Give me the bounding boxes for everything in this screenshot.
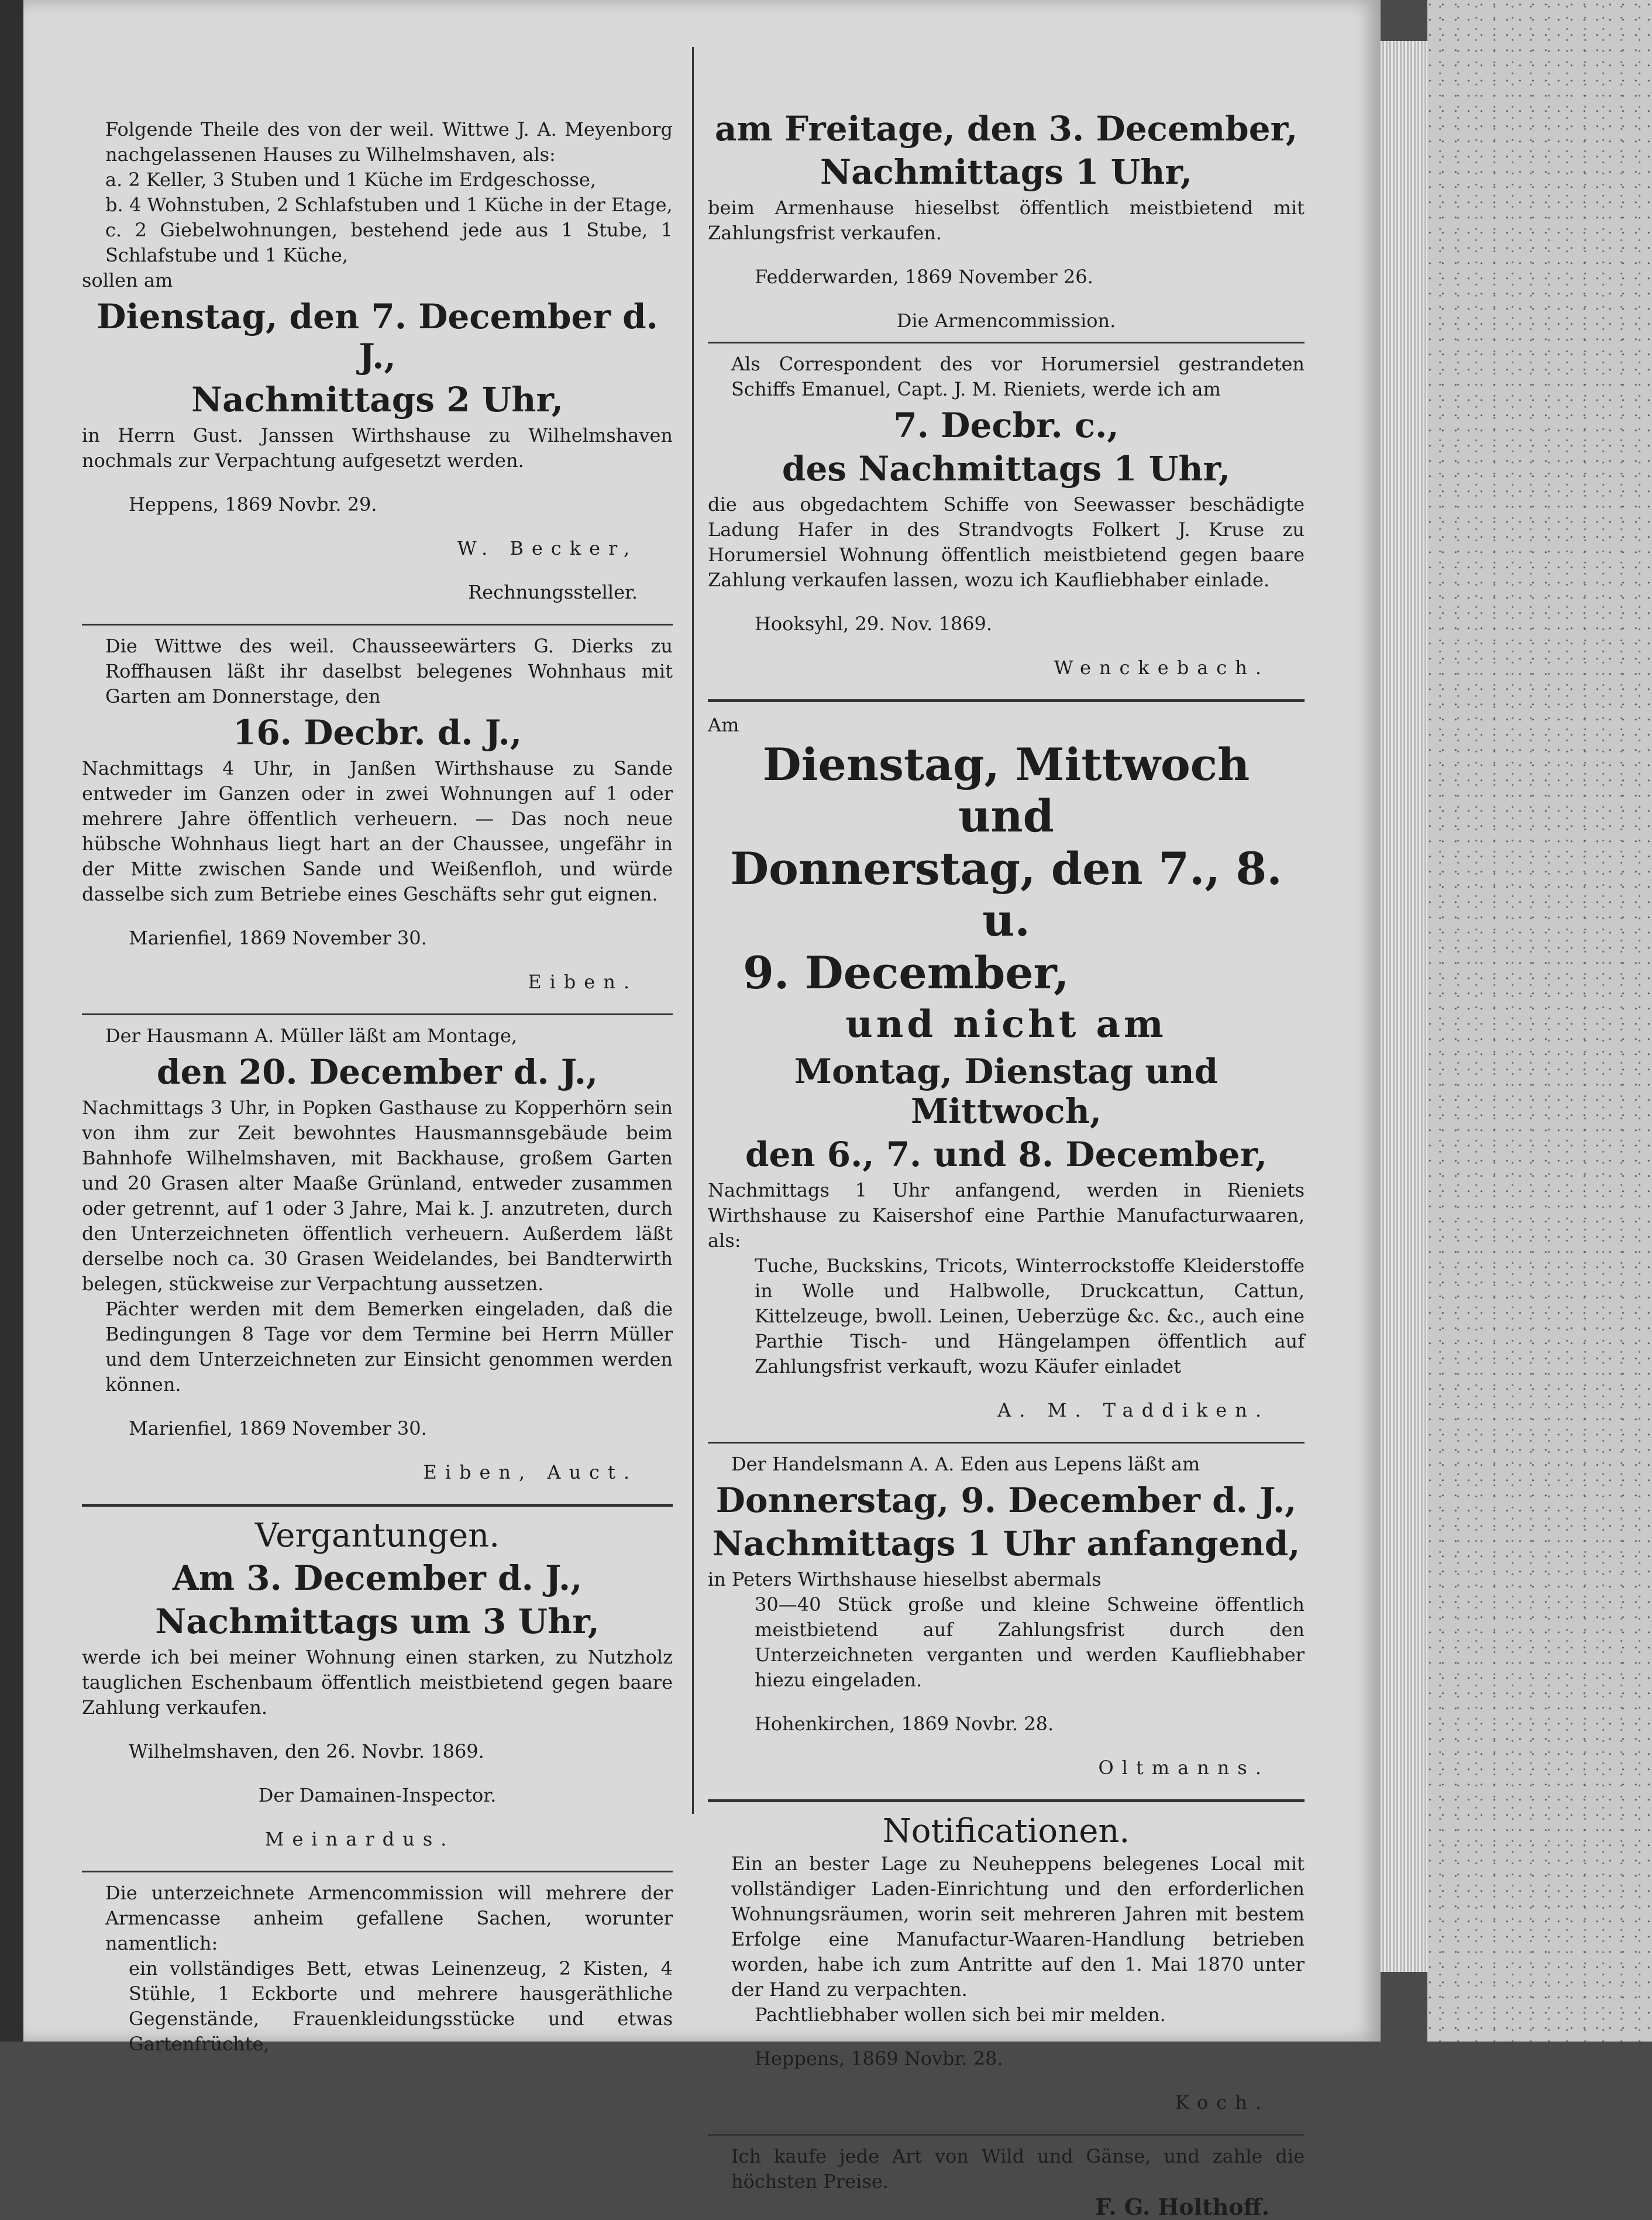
ad-date: Marienfiel, 1869 November 30. xyxy=(129,1417,427,1439)
ad-dierks xyxy=(82,634,673,995)
ad-text: werde ich bei meiner Wohnung einen starken, zu Nutzholz tauglichen Eschenbaum öffentlich meistbietend gegen baare Zahlung verkaufen. xyxy=(82,1646,673,1719)
ad-text: Folgende Theile des von der weil. Wittwe J. A. Meyenborg nachgelassenen Hauses zu Wilhelmshaven, als: xyxy=(105,118,673,166)
right-column xyxy=(708,105,1305,2219)
column-divider xyxy=(692,47,694,1814)
ad-signature: Eiben. xyxy=(528,971,638,993)
ad-text: Der Handelsmann A. A. Eden aus Lepens läßt am xyxy=(731,1453,1200,1475)
ad-headline: den 20. December d. J., xyxy=(156,1052,598,1092)
ad-text: 30—40 Stück große und kleine Schweine öffentlich meistbietend auf Zahlungsfrist durch den Unterzeichneten verganten und werden Kaufliebhaber hiezu eingeladen. xyxy=(755,1593,1305,1691)
ad-signature: Koch. xyxy=(1175,2091,1269,2114)
ad-koch xyxy=(708,1851,1305,2115)
ad-text: Die Wittwe des weil. Chausseewärters G. Dierks zu Roffhausen läßt ihr daselbst belegenes Wohnhaus mit Garten am Donnerstage, den xyxy=(105,635,673,707)
book-cover xyxy=(1427,0,1652,2042)
ad-text: Nachmittags 1 Uhr anfangend, werden in Rieniets Wirthshause zu Kaisershof eine Parthie Manufacturwaaren, als: xyxy=(708,1179,1305,1252)
ad-headline: 16. Decbr. d. J., xyxy=(232,713,522,752)
ad-text: Tuche, Buckskins, Tricots, Winterrockstoffe Kleiderstoffe in Wolle und Halbwolle, Druckcattun, Cattun, Kittelzeuge, bwoll. Leinen, Ueberzüge &c. &c., auch eine Parthie Tisch- und Hängelampen öffentlich auf Zahlungsfrist verkauft, wozu Käufer einladet xyxy=(755,1255,1305,1377)
separator-rule xyxy=(82,1871,673,1872)
ad-date: Wilhelmshaven, den 26. Novbr. 1869. xyxy=(129,1740,484,1762)
ad-item: b. 4 Wohnstuben, 2 Schlafstuben und 1 Küche in der Etage, xyxy=(105,194,673,216)
separator-rule xyxy=(708,2134,1305,2136)
ad-headline: Montag, Dienstag und Mittwoch, xyxy=(794,1051,1219,1131)
ad-date: Heppens, 1869 Novbr. 29. xyxy=(129,493,377,516)
section-heading: Vergantungen. xyxy=(254,1517,500,1555)
ad-meyenborg xyxy=(82,117,673,605)
ad-text: in Peters Wirthshause hieselbst abermals xyxy=(708,1568,1102,1590)
page-edges xyxy=(1381,41,1427,1972)
ad-date: Hooksyhl, 29. Nov. 1869. xyxy=(755,613,993,635)
separator-rule xyxy=(82,1013,673,1015)
ad-date: Marienfiel, 1869 November 30. xyxy=(129,927,427,949)
ad-signature-title: Rechnungssteller. xyxy=(468,581,638,603)
ad-text: Pachtliebhaber wollen sich bei mir melden. xyxy=(755,2004,1166,2026)
ad-text: Ich kaufe jede Art von Wild und Gänse, und zahle die höchsten Preise. xyxy=(731,2145,1305,2192)
ad-text: in Herrn Gust. Janssen Wirthshause zu Wilhelmshaven nochmals zur Verpachtung aufgesetzt werden. xyxy=(82,424,673,472)
ad-signature: Eiben, Auct. xyxy=(423,1461,638,1483)
ad-armencommission xyxy=(82,1881,673,2057)
ad-date: Fedderwarden, 1869 November 26. xyxy=(755,266,1093,288)
ad-headline: Donnerstag, 9. December d. J., xyxy=(715,1480,1297,1520)
separator-rule xyxy=(708,699,1305,702)
ad-item: a. 2 Keller, 3 Stuben und 1 Küche im Erdgeschosse, xyxy=(105,169,596,191)
ad-text: ein vollständiges Bett, etwas Leinenzeug, 2 Kisten, 4 Stühle, 1 Eckborte und mehrere hausgeräthliche Gegenstände, Frauenkleidungsstücke und etwas Gartenfrüchte, xyxy=(129,1957,673,2055)
section-rule xyxy=(82,1504,673,1507)
ad-headline: des Nachmittags 1 Uhr, xyxy=(782,449,1231,489)
ad-headline: Nachmittags 2 Uhr, xyxy=(191,380,563,420)
ad-text: Der Hausmann A. Müller läßt am Montage, xyxy=(105,1025,518,1047)
ad-headline: und nicht am xyxy=(845,1002,1167,1046)
section-rule xyxy=(708,1799,1305,1802)
separator-rule xyxy=(708,342,1305,343)
ad-text: Am xyxy=(708,714,739,736)
left-column xyxy=(82,117,673,2057)
ad-taddiken xyxy=(708,713,1305,1423)
separator-rule xyxy=(708,1442,1305,1444)
book-gutter xyxy=(0,0,23,2042)
ad-headline: am Freitage, den 3. December, xyxy=(714,109,1298,149)
ad-text: beim Armenhause hieselbst öffentlich meistbietend mit Zahlungsfrist verkaufen. xyxy=(708,197,1305,244)
ad-signature: F. G. Holthoff. xyxy=(1095,2194,1269,2220)
ad-signature-title: Der Damainen-Inspector. xyxy=(258,1784,497,1806)
ad-text: Ein an bester Lage zu Neuheppens belegenes Local mit vollständiger Laden-Einrichtung und den erforderlichen Wohnungsräumen, worin seit mehreren Jahren mit bestem Erfolge eine Manufactur-Waaren-Handlung betrieben worden, habe ich zum Antritte auf den 1. Mai 1870 unter der Hand zu verpachten. xyxy=(731,1853,1305,2001)
ad-date: Heppens, 1869 Novbr. 28. xyxy=(755,2047,1003,2070)
ad-headline: Nachmittags 1 Uhr, xyxy=(820,152,1192,192)
ad-headline: 7. Decbr. c., xyxy=(893,405,1119,445)
ad-emanuel xyxy=(708,352,1305,681)
ad-signature: Meinardus. xyxy=(264,1828,455,1850)
ad-headline: Dienstag, den 7. December d. J., xyxy=(97,297,658,376)
ad-text: Als Correspondent des vor Horumersiel gestrandeten Schiffs Emanuel, Capt. J. M. Rieniets, werde ich am xyxy=(731,353,1305,400)
ad-meinardus xyxy=(82,1558,673,1852)
ad-headline: Donnerstag, den 7., 8. u. xyxy=(730,843,1282,946)
ad-headline: Nachmittags 1 Uhr anfangend, xyxy=(712,1524,1300,1563)
ad-mueller xyxy=(82,1023,673,1485)
ad-text: Die unterzeichnete Armencommission will mehrere der Armencasse anheim gefallene Sachen, worunter namentlich: xyxy=(105,1882,673,1954)
ad-armencommission-cont xyxy=(708,109,1305,334)
ad-signature: Die Armencommission. xyxy=(896,310,1116,332)
ad-text: Nachmittags 4 Uhr, in Janßen Wirthshause zu Sande entweder im Ganzen oder in zwei Wohnungen auf 1 oder mehrere Jahre öffentlich verheuern. — Das noch neue hübsche Wohnhaus liegt hart an der Chaussee, ungefähr in der Mitte zwischen Sande und Weißenfloh, und würde dasselbe sich zum Betriebe eines Geschäfts sehr gut eignen. xyxy=(82,757,673,905)
ad-text: sollen am xyxy=(82,269,173,291)
ad-text: Pächter werden mit dem Bemerken eingeladen, daß die Bedingungen 8 Tage vor dem Termine bei Herrn Müller und dem Unterzeichneten zur Einsicht genommen werden können. xyxy=(105,1298,673,1396)
section-heading: Notificationen. xyxy=(882,1812,1130,1850)
ad-headline: den 6., 7. und 8. December, xyxy=(745,1135,1268,1174)
ad-signature: A. M. Taddiken. xyxy=(997,1399,1269,1421)
ad-headline: Nachmittags um 3 Uhr, xyxy=(155,1602,600,1641)
ad-headline: Dienstag, Mittwoch und xyxy=(762,738,1250,842)
ad-item: c. 2 Giebelwohnungen, bestehend jede aus 1 Stube, 1 Schlafstube und 1 Küche, xyxy=(105,219,673,266)
ad-date: Hohenkirchen, 1869 Novbr. 28. xyxy=(755,1713,1054,1735)
ad-text: Nachmittags 3 Uhr, in Popken Gasthause zu Kopperhörn sein von ihm zur Zeit bewohntes Hausmannsgebäude beim Bahnhofe Wilhelmshaven, mit Backhause, großem Garten und 20 Grasen alter Maaße Grünland, entweder zusammen oder getrennt, auf 1 oder 3 Jahre, Mai k. J. anzutreten, durch den Unterzeichneten öffentlich verheuern. Außerdem läßt derselbe noch ca. 30 Grasen Weidelandes, bei Bandterwirth belegen, stückweise zur Verpachtung aussetzen. xyxy=(82,1097,673,1295)
ad-headline: Am 3. December d. J., xyxy=(172,1558,583,1598)
ad-signature: Wenckebach. xyxy=(1054,657,1269,679)
separator-rule xyxy=(82,624,673,626)
ad-holthoff xyxy=(708,2144,1305,2219)
ad-eden xyxy=(708,1452,1305,1781)
ad-signature: W. Becker, xyxy=(457,537,638,559)
ad-text: die aus obgedachtem Schiffe von Seewasser beschädigte Ladung Hafer in des Strandvogts Folkert J. Kruse zu Horumersiel Wohnung öffentlich meistbietend gegen baare Zahlung verkaufen lassen, wozu ich Kaufliebhaber einlade. xyxy=(708,493,1305,591)
ad-headline: 9. December, xyxy=(743,947,1069,999)
ad-signature: Oltmanns. xyxy=(1098,1757,1269,1779)
